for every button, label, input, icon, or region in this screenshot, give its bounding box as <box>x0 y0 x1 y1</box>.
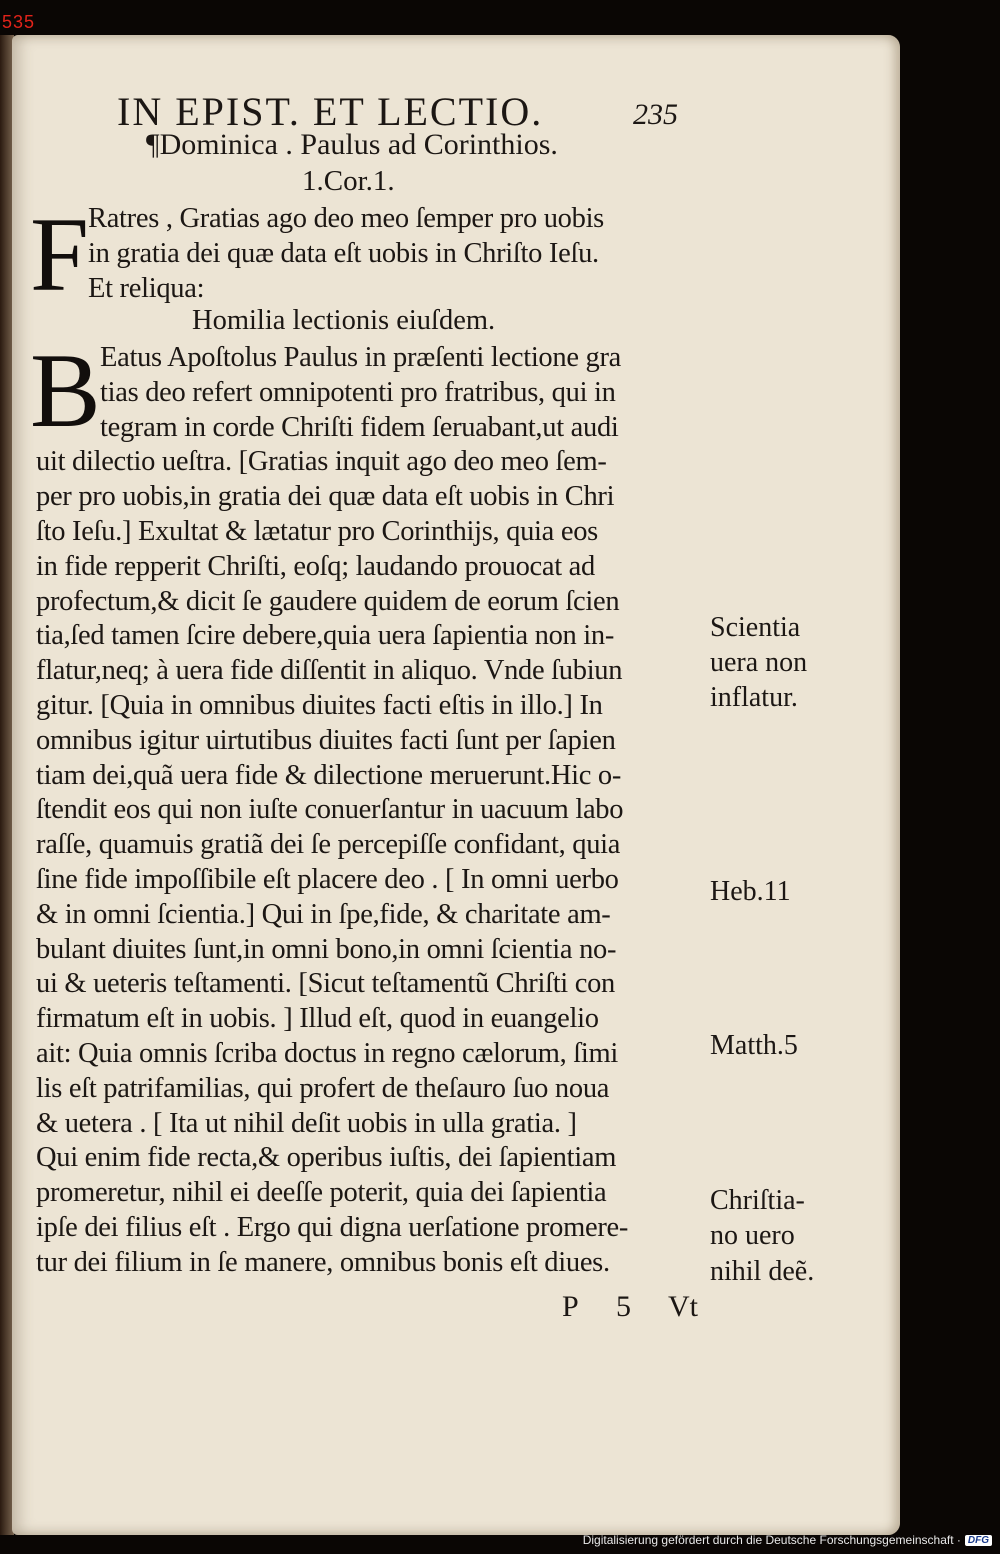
margin-note: inflatur. <box>710 682 798 713</box>
homily-line: ui & ueteris teſtamenti. [Sicut teſtamentũ Chriſti con <box>36 968 616 1000</box>
credit-text: Digitalisierung gefördert durch die Deutsche Forschungsgemeinschaft · <box>582 1533 961 1547</box>
page-number: 235 <box>633 98 678 131</box>
margin-note: Chriſtia- <box>710 1185 805 1216</box>
homily-line: uit dilectio ueſtra. [Gratias inquit ago deo meo ſem- <box>36 446 607 478</box>
signature-number: 5 <box>616 1290 631 1323</box>
homily-line: gitur. [Quia in omnibus diuites facti eſtis in illo.] In <box>36 690 603 721</box>
homily-line: in fide repperit Chriſti, eoſq; laudando prouocat ad <box>36 550 595 582</box>
homily-line: Eatus Apoſtolus Paulus in præſenti lectione gra <box>100 342 621 373</box>
margin-note: Matth.5 <box>710 1030 798 1061</box>
dfg-logo: DFG <box>965 1535 992 1546</box>
homily-line: ſto Ieſu.] Exultat & lætatur pro Corinthijs, quia eos <box>36 516 598 547</box>
section-title: ¶Dominica . Paulus ad Corinthios. <box>146 128 558 161</box>
homily-line: raſſe, quamuis gratiã dei ſe percepiſſe confidant, quia <box>36 829 621 861</box>
homily-line: profectum,& dicit ſe gaudere quidem de eorum ſcien <box>36 585 620 617</box>
homily-line: per pro uobis,in gratia dei quæ data eſt uobis in Chri <box>36 481 615 513</box>
homily-line: tegram in corde Chriſti fidem ſeruabant,ut audi <box>100 411 619 443</box>
homily-line: promeretur, nihil ei deeſſe poterit, quia dei ſapientia <box>36 1177 607 1209</box>
homily-line: tiam dei,quã uera fide & dilectione meruerunt.Hic o- <box>36 759 622 791</box>
homily-line: tur dei filium in ſe manere, omnibus bonis eſt diues. <box>36 1246 610 1278</box>
folio-stamp: 535 <box>2 12 36 32</box>
homily-line: ait: Quia omnis ſcriba doctus in regno cælorum, ſimi <box>36 1038 619 1069</box>
homily-line: & uetera . [ Ita ut nihil deſit uobis in ulla gratia. ] <box>36 1107 577 1139</box>
margin-note: nihil deẽ. <box>710 1256 815 1287</box>
margin-note: Scientia <box>710 612 801 643</box>
margin-note: no uero <box>710 1220 795 1251</box>
catchword: Vt <box>668 1290 698 1323</box>
homily-line: firmatum eſt in uobis. ] Illud eſt, quod in euangelio <box>36 1003 599 1035</box>
homily-line: ſtendit eos qui non iuſte conuerſantur in uacuum labo <box>36 794 624 826</box>
homily-line: ſine fide impoſſibile eſt placere deo . [ In omni uerbo <box>36 864 619 895</box>
signature-mark: P <box>562 1290 579 1323</box>
drop-cap-initial: B <box>30 332 101 449</box>
margin-note: uera non <box>710 647 808 678</box>
section-reference: 1.Cor.1. <box>302 165 395 197</box>
lection-line: Et reliqua: <box>88 273 205 304</box>
digitization-credit <box>583 1533 992 1547</box>
running-head: IN EPIST. ET LECTIO. <box>117 89 544 134</box>
homily-title: Homilia lectionis eiuſdem. <box>192 305 496 336</box>
homily-line: flatur,neq; à uera fide diſſentit in aliquo. Vnde ſubiun <box>36 655 623 687</box>
homily-line: lis eſt patrifamilias, qui profert de theſauro ſuo noua <box>36 1072 610 1104</box>
drop-cap-initial: F <box>30 196 89 313</box>
homily-line: tia,ſed tamen ſcire debere,quia uera ſapientia non in- <box>36 620 615 652</box>
homily-line: Qui enim fide recta,& operibus iuſtis, dei ſapientiam <box>36 1142 617 1174</box>
margin-note: Heb.11 <box>710 876 791 907</box>
homily-line: ipſe dei filius eſt . Ergo qui digna uerſatione promere- <box>36 1212 629 1243</box>
homily-line: & in omni ſcientia.] Qui in ſpe,fide, & charitate am- <box>36 898 611 930</box>
homily-line: omnibus igitur uirtutibus diuites facti ſunt per ſapien <box>36 724 616 756</box>
lection-line: in gratia dei quæ data eſt uobis in Chriſto Ieſu. <box>88 238 599 269</box>
homily-line: tias deo refert omnipotenti pro fratribus, qui in <box>100 376 616 408</box>
homily-line: bulant diuites ſunt,in omni bono,in omni ſcientia no- <box>36 933 617 965</box>
lection-line: Ratres , Gratias ago deo meo ſemper pro uobis <box>88 203 604 234</box>
